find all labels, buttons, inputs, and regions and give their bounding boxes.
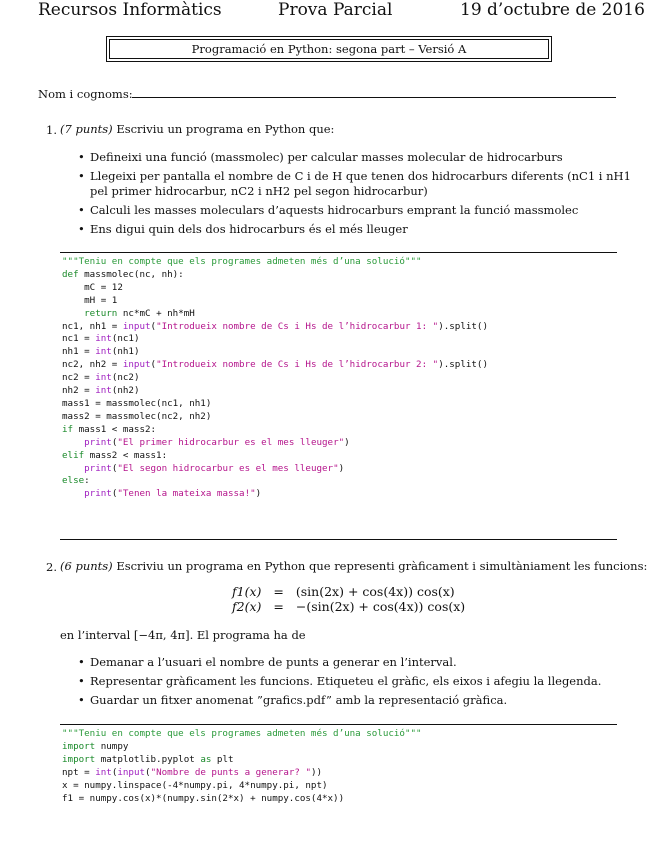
code-line: x = numpy.linspace(-4*numpy.pi, 4*numpy.pi, npt) <box>62 779 328 791</box>
list-item: • Representar gràficament les funcions. Etiqueteu el gràfic, els eixos i afegiu la llegenda. <box>78 674 638 689</box>
equation-row <box>226 584 471 599</box>
code-line: nc2, nh2 = input("Introdueix nombre de Cs i Hs de l’hidrocarbur 2: ").split() <box>62 359 488 371</box>
list-item: • Defineixi una funció (massmolec) per calcular masses molecular de hidrocarburs <box>78 150 638 165</box>
code-line: return nc*mC + nh*mH <box>84 307 195 319</box>
code-line: print("Tenen la mateixa massa!") <box>84 488 262 500</box>
code-line: else: <box>62 475 90 487</box>
equation-rhs: (sin(2x) + cos(4x)) cos(x) <box>295 584 455 599</box>
code-line: if mass1 < mass2: <box>62 423 157 435</box>
equation-sign: = <box>273 599 284 614</box>
name-blank-line <box>132 97 616 98</box>
code-line: mass1 = massmolec(nc1, nh1) <box>62 397 212 409</box>
code-line: print("El segon hidrocarbur es el mes lleuger") <box>84 462 345 474</box>
question-1-intro: Escriviu un programa en Python que: <box>116 122 335 136</box>
question-2-points: (6 punts) <box>60 559 113 573</box>
name-field <box>38 87 616 101</box>
equation-lhs: f1(x) <box>232 584 262 599</box>
list-item: • Guardar un fitxer anomenat ”grafics.pdf” amb la representació gràfica. <box>78 693 638 708</box>
code-line: npt = int(input("Nombre de punts a generar? ")) <box>62 766 323 778</box>
code-line: nc2 = int(nc2) <box>62 372 140 384</box>
question-1-code <box>62 256 488 501</box>
exam-date: 19 d’octubre de 2016 <box>460 0 645 20</box>
code-line: nh1 = int(nh1) <box>62 346 140 358</box>
question-1-bullets <box>78 150 638 241</box>
exam-type: Prova Parcial <box>278 0 393 20</box>
code-line: """Teniu en compte que els programes admeten més d’una solució""" <box>62 728 422 739</box>
code-line: f1 = numpy.cos(x)*(numpy.sin(2*x) + numpy.cos(4*x)) <box>62 792 345 804</box>
equation-rhs: −(sin(2x) + cos(4x)) cos(x) <box>295 599 466 614</box>
code-line: nh2 = int(nh2) <box>62 385 140 397</box>
code-line: def massmolec(nc, nh): <box>62 268 184 280</box>
list-item: • Calculi les masses moleculars d’aquests hidrocarburs emprant la funció massmolec <box>78 203 638 218</box>
code-line: mC = 12 <box>62 281 123 293</box>
code-top-rule-1 <box>60 252 617 253</box>
list-item: • Demanar a l’usuari el nombre de punts a generar en l’interval. <box>78 655 638 670</box>
question-2-bullets <box>78 655 638 712</box>
question-2-statement <box>60 558 647 574</box>
code-line: """Teniu en compte que els programes admeten més d’una solució""" <box>62 256 422 267</box>
equation-lhs: f2(x) <box>232 599 262 614</box>
list-item: • Llegeixi per pantalla el nombre de C i de H que tenen dos hidrocarburs diferents (nC1 i nH1 pel primer hidrocarbur, nC2 i nH2 pel segon hidrocarbur) <box>78 169 638 199</box>
code-line: elif mass2 < mass1: <box>62 449 168 461</box>
title-box <box>106 36 552 62</box>
code-line: import numpy <box>62 740 129 752</box>
question-2-code <box>62 728 422 805</box>
code-top-rule-2 <box>60 724 617 725</box>
equation-row <box>226 599 471 614</box>
code-bottom-rule-1 <box>60 539 617 540</box>
question-2-number: 2. <box>46 560 57 574</box>
equations <box>226 584 471 614</box>
question-1-number: 1. <box>46 123 57 137</box>
code-line: import matplotlib.pyplot as plt <box>62 753 234 765</box>
name-label: Nom i cognoms: <box>38 87 133 101</box>
code-line: print("El primer hidrocarbur es el mes lleuger") <box>84 436 350 448</box>
course-name: Recursos Informàtics <box>38 0 222 20</box>
code-line: mH = 1 <box>62 294 118 306</box>
title-box-text: Programació en Python: segona part – Versió A <box>109 39 549 59</box>
equation-sign: = <box>273 584 284 599</box>
interval-text: en l’interval [−4π, 4π]. El programa ha de <box>60 628 306 642</box>
code-line: nc1, nh1 = input("Introdueix nombre de Cs i Hs de l’hidrocarbur 1: ").split() <box>62 320 488 332</box>
question-1-points: (7 punts) <box>60 122 113 136</box>
code-line: mass2 = massmolec(nc2, nh2) <box>62 410 212 422</box>
code-line: nc1 = int(nc1) <box>62 333 140 345</box>
question-2-intro: Escriviu un programa en Python que representi gràficament i simultàniament les funcions: <box>116 559 648 573</box>
list-item: • Ens digui quin dels dos hidrocarburs és el més lleuger <box>78 222 638 237</box>
question-1-statement <box>60 121 334 137</box>
